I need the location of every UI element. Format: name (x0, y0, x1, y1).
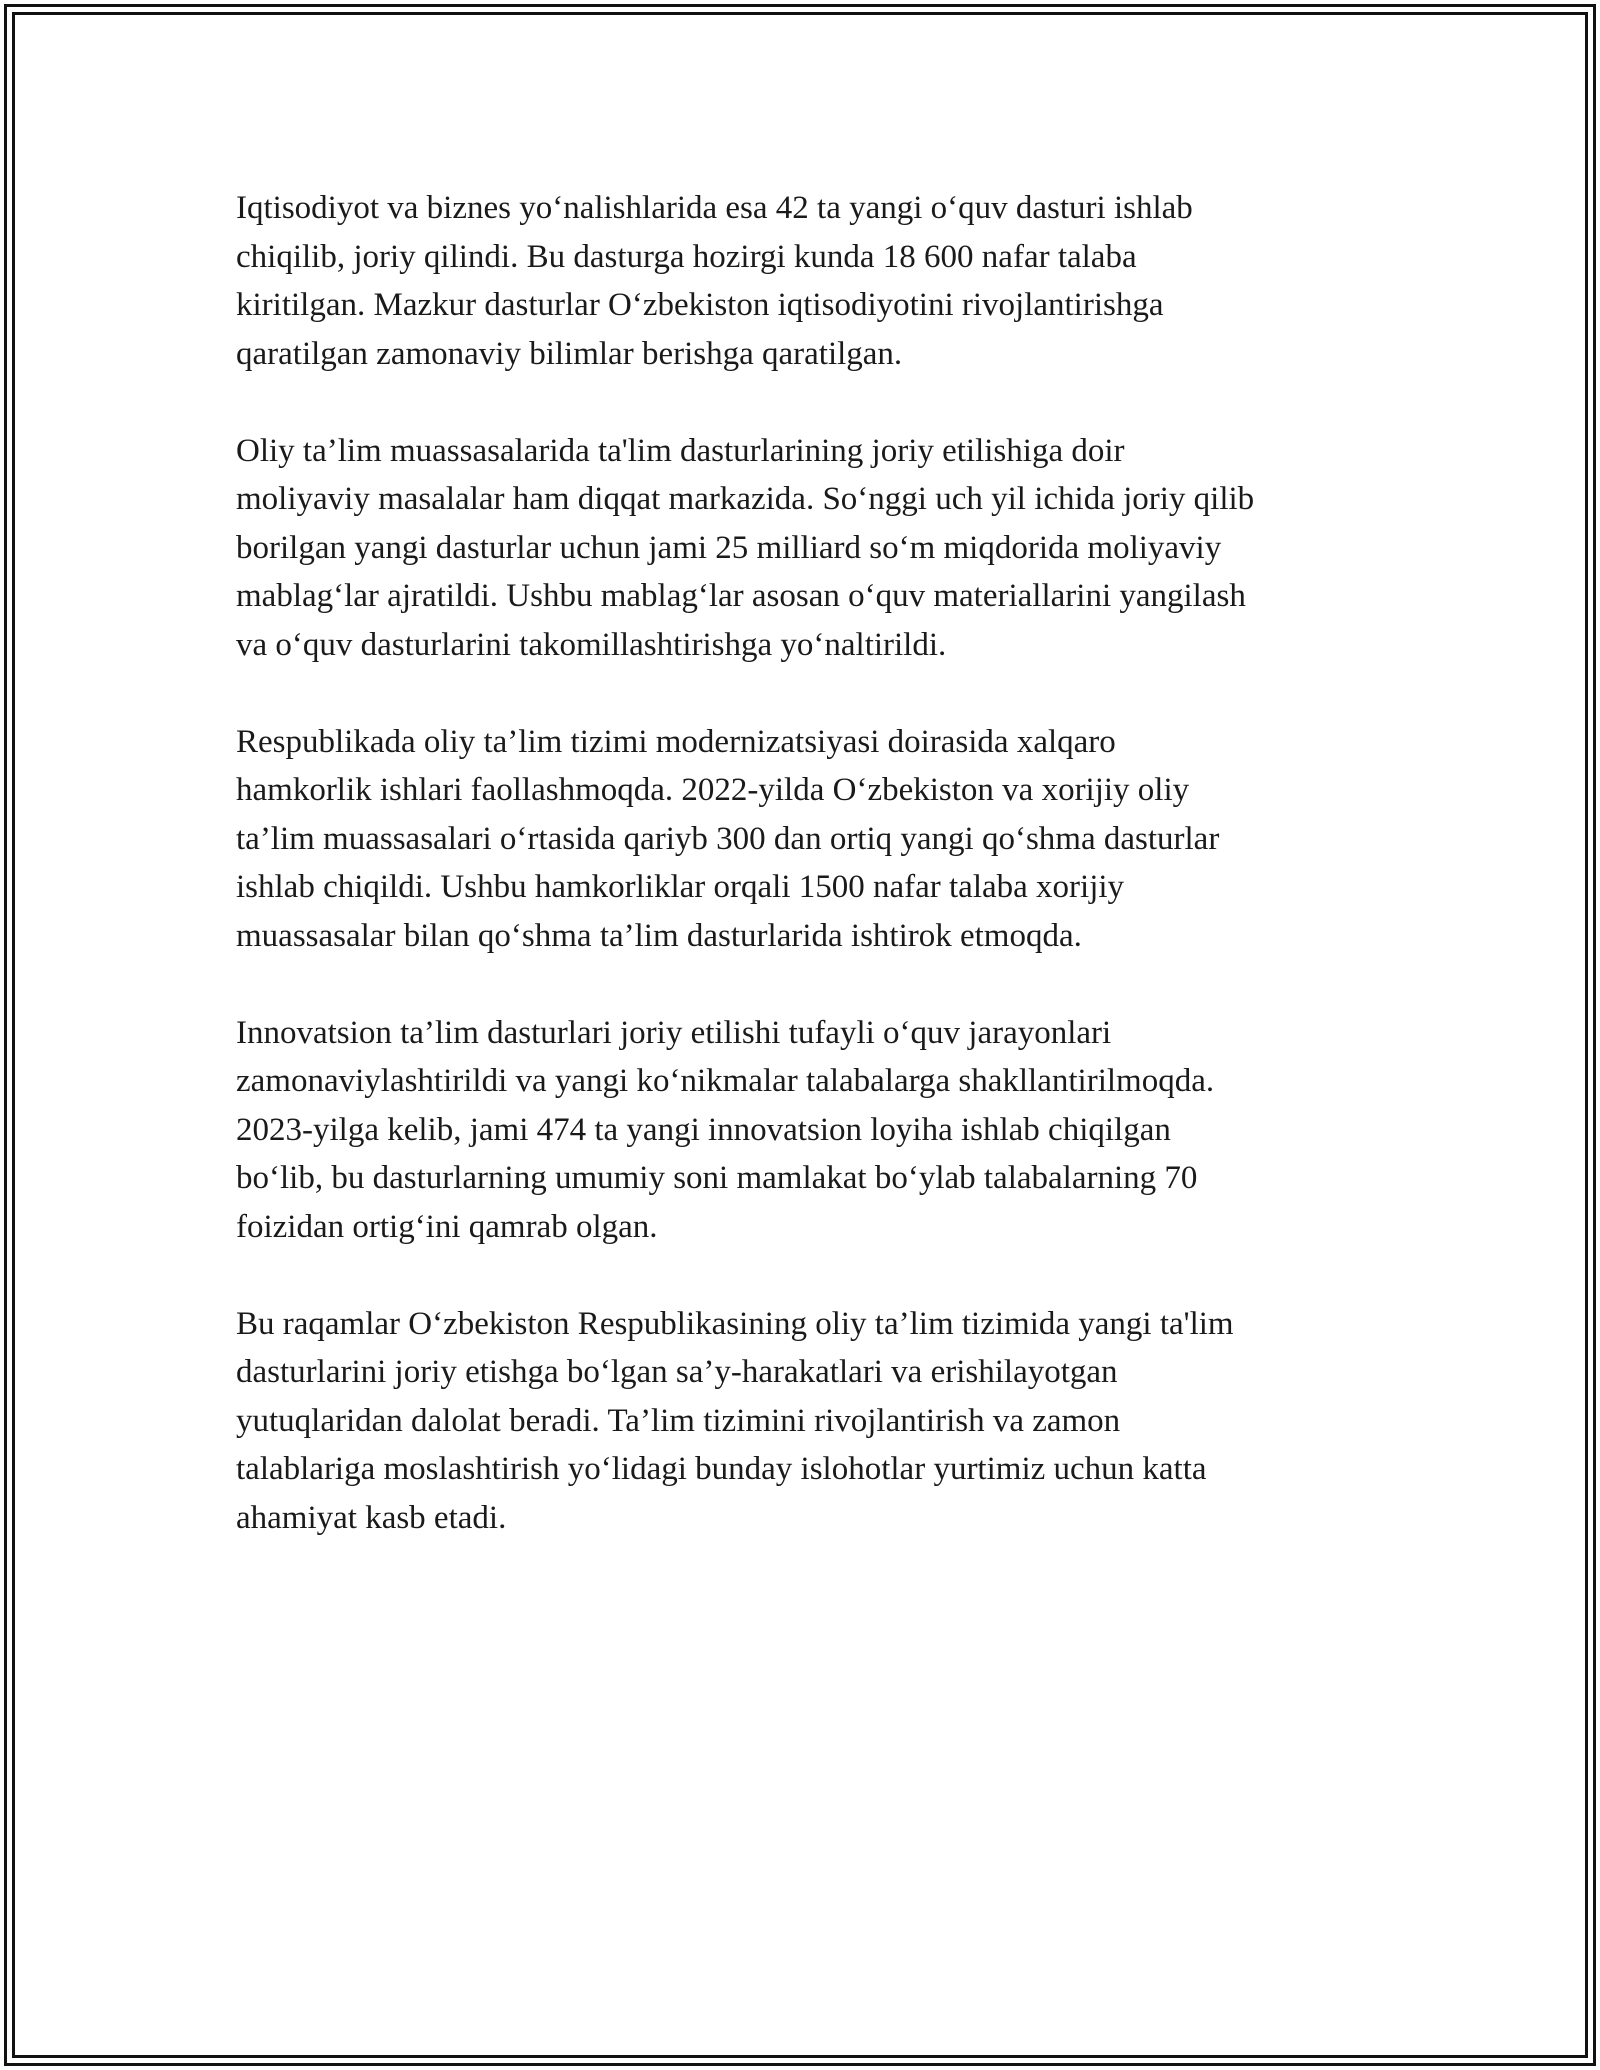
text-line: chiqilib, joriy qilindi. Bu dasturga hozirgi kunda 18 600 nafar talaba (236, 238, 1137, 275)
document-body (236, 184, 1366, 1591)
text-line: muassasalar bilan qo‘shma ta’lim dasturlarida ishtirok etmoqda. (236, 917, 1082, 954)
text-line: 2023-yilga kelib, jami 474 ta yangi innovatsion loyiha ishlab chiqilgan (236, 1111, 1171, 1148)
paragraph-innovation (236, 1009, 1366, 1252)
text-line: talablariga moslashtirish yo‘lidagi bunday islohotlar yurtimiz uchun katta (236, 1451, 1207, 1487)
paragraph-international-cooperation (236, 718, 1366, 961)
text-line: ahamiyat kasb etadi. (236, 1499, 507, 1536)
text-line: yutuqlaridan dalolat beradi. Ta’lim tizimini rivojlantirish va zamon (236, 1402, 1121, 1439)
text-line: kiritilgan. Mazkur dasturlar O‘zbekiston iqtisodiyotini rivojlantirishga (236, 287, 1164, 323)
text-line: mablag‘lar ajratildi. Ushbu mablag‘lar asosan o‘quv materiallarini yangilash (236, 578, 1246, 614)
text-line: Oliy ta’lim muassasalarida ta'lim dasturlarining joriy etilishiga doir (236, 432, 1125, 469)
text-line: Innovatsion ta’lim dasturlari joriy etilishi tufayli o‘quv jarayonlari (236, 1014, 1112, 1051)
text-line: ishlab chiqildi. Ushbu hamkorliklar orqali 1500 nafar talaba xorijiy (236, 869, 1125, 905)
text-line: zamonaviylashtirildi va yangi ko‘nikmalar talabalarga shakllantirilmoqda. (236, 1063, 1215, 1099)
paragraph-economy-programs (236, 184, 1366, 378)
text-line: Respublikada oliy ta’lim tizimi modernizatsiyasi doirasida xalqaro (236, 723, 1116, 760)
text-line: bo‘lib, bu dasturlarning umumiy soni mamlakat bo‘ylab talabalarning 70 (236, 1160, 1198, 1196)
paragraph-conclusion (236, 1300, 1366, 1543)
paragraph-financing (236, 427, 1366, 670)
text-line: Iqtisodiyot va biznes yo‘nalishlarida esa 42 ta yangi o‘quv dasturi ishlab (236, 190, 1193, 226)
text-line: qaratilgan zamonaviy bilimlar berishga qaratilgan. (236, 335, 903, 372)
text-line: Bu raqamlar O‘zbekiston Respublikasining oliy ta’lim tizimida yangi ta'lim (236, 1305, 1234, 1342)
text-line: ta’lim muassasalari o‘rtasida qariyb 300 dan ortiq yangi qo‘shma dasturlar (236, 820, 1220, 857)
text-line: dasturlarini joriy etishga bo‘lgan sa’y-harakatlari va erishilayotgan (236, 1354, 1118, 1390)
text-line: foizidan ortig‘ini qamrab olgan. (236, 1208, 658, 1245)
text-line: moliyaviy masalalar ham diqqat markazida. So‘nggi uch yil ichida joriy qilib (236, 481, 1255, 517)
text-line: hamkorlik ishlari faollashmoqda. 2022-yilda O‘zbekiston va xorijiy oliy (236, 772, 1190, 808)
text-line: borilgan yangi dasturlar uchun jami 25 milliard so‘m miqdorida moliyaviy (236, 529, 1222, 566)
text-line: va o‘quv dasturlarini takomillashtirishga yo‘naltirildi. (236, 626, 947, 663)
